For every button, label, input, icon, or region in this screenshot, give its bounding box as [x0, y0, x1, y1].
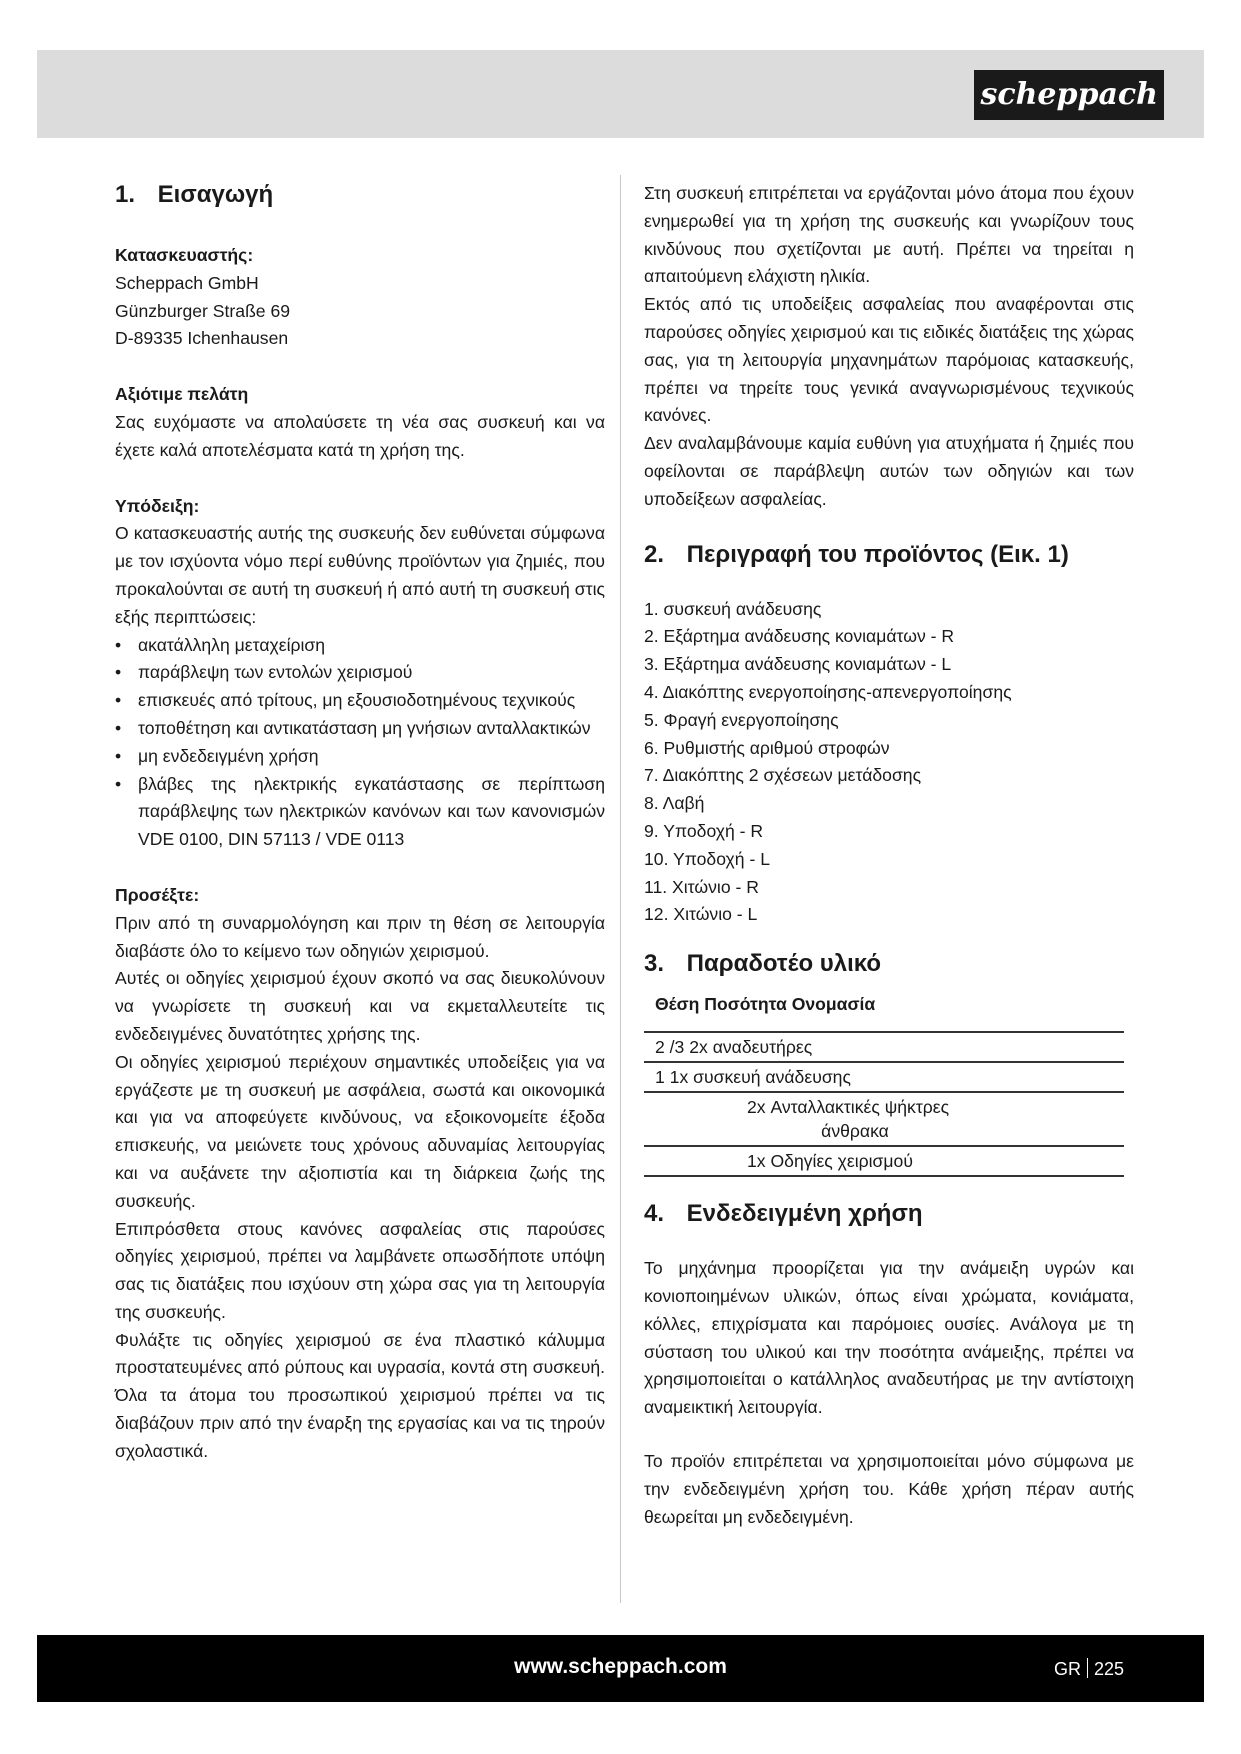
table-cell: άνθρακα [821, 1121, 889, 1142]
note-text: Ο κατασκευαστής αυτής της συσκευής δεν ευθύνεται σύμφωνα με τον ισχύοντα νόμο περί ευθύνης προϊόντων για ζημιές, που προκαλούνται σε αυτή τη συσκευή ή από αυτή τη συσκευή στις εξής περιπτώσεις: [115, 523, 605, 627]
intro-paragraph: Δεν αναλαμβάνουμε καμία ευθύνη για ατυχήματα ή ζημιές που οφείλονται σε παράβλεψη αυτών των οδηγιών και των υποδείξεων ασφαλείας. [644, 433, 1134, 509]
delivery-table [644, 991, 1124, 1177]
website-link[interactable]: www.scheppach.com [514, 1655, 727, 1678]
intro-paragraph: Στη συσκευή επιτρέπεται να εργάζονται μόνο άτομα που έχουν ενημερωθεί για τη χρήση της συσκευής και γνωρίζουν τους κινδύνους που σχετίζονται με αυτή. Πρέπει να τηρείται η απαιτούμενη ελάχιστη ηλικία. [644, 183, 1134, 287]
list-item: • βλάβες της ηλεκτρικής εγκατάστασης σε περίπτωση παράβλεψης των ηλεκτρικών κανόνων και των κανονισμών VDE 0100, DIN 57113 / VDE 0113 [115, 771, 605, 854]
scheppach-logo: scheppach [974, 70, 1164, 120]
language-code: GR [1053, 1659, 1081, 1679]
section-2-heading: 2. Περιγραφή του προϊόντος (Εικ. 1) [644, 540, 1069, 568]
attention-paragraph: Πριν από τη συναρμολόγηση και πριν τη θέση σε λειτουργία διαβάστε όλο το κείμενο των οδηγιών χειρισμού. [115, 912, 605, 961]
list-item: • τοποθέτηση και αντικατάσταση μη γνήσιων ανταλλακτικών [115, 715, 605, 743]
intro-paragraph: Εκτός από τις υποδείξεις ασφαλείας που αναφέρονται στις παρούσες οδηγίες χειρισμού και τις ειδικές διατάξεις της χώρας σας, για τη λειτουργία μηχανημάτων παρόμοιας κατασκευής, πρέπει να τηρείτε τους γενικά αναγνωρισμένους τεχνικούς κανόνες. [644, 294, 1134, 426]
list-item: • επισκευές από τρίτους, μη εξουσιοδοτημένους τεχνικούς [115, 687, 605, 715]
list-item: 7. Διακόπτης 2 σχέσεων μετάδοσης [644, 765, 922, 786]
table-header: Θέση Ποσότητα Ονομασία [644, 991, 1124, 1033]
left-column [115, 180, 605, 1466]
list-item: 3. Εξάρτημα ανάδευσης κονιαμάτων - L [644, 654, 952, 675]
table-row [644, 1093, 1124, 1147]
liability-bullet-list [115, 632, 605, 854]
customer-text: Σας ευχόμαστε να απολαύσετε τη νέα σας συσκευή και να έχετε καλά αποτελέσματα κατά τη χρήση της. [115, 411, 605, 460]
note-label: Υπόδειξη: [115, 495, 200, 516]
manufacturer-line: Scheppach GmbH [115, 272, 259, 293]
section-4-heading: 4. Ενδεδειγμένη χρήση [644, 1200, 923, 1228]
list-item: 10. Υποδοχή - L [644, 848, 770, 869]
attention-paragraph: Αυτές οι οδηγίες χειρισμού έχουν σκοπό να σας διευκολύνουν να γνωρίσετε τη συσκευή και να εκμεταλλευτείτε τις ενδεδειγμένες δυνατότητες χρήσης της. [115, 968, 605, 1044]
list-item: 5. Φραγή ενεργοποίησης [644, 709, 839, 730]
footer-bar [37, 1635, 1204, 1702]
table-row: 1 1x συσκευή ανάδευσης [644, 1063, 1124, 1093]
manufacturer-line: D-89335 Ichenhausen [115, 328, 289, 349]
list-item: • παράβλεψη των εντολών χειρισμού [115, 659, 605, 687]
list-item: 2. Εξάρτημα ανάδευσης κονιαμάτων - R [644, 626, 955, 647]
attention-paragraph: Φυλάξτε τις οδηγίες χειρισμού σε ένα πλαστικό κάλυμμα προστατευμένες από ρύπους και υγρασία, κοντά στη συσκευή. Όλα τα άτομα του προσωπικού χειρισμού πρέπει να τις διαβάζουν πριν από την έναρξη της εργασίας και να τις τηρούν σχολαστικά. [115, 1329, 605, 1461]
attention-paragraph: Επιπρόσθετα στους κανόνες ασφαλείας στις παρούσες οδηγίες χειρισμού, πρέπει να λαμβάνετε οπωσδήποτε υπόψη σας τις διατάξεις που ισχύουν στη χώρα σας για τη λειτουργία της συσκευής. [115, 1218, 605, 1322]
header-bar [37, 50, 1204, 138]
attention-label: Προσέξτε: [115, 884, 200, 905]
manufacturer-line: Günzburger Straße 69 [115, 300, 291, 321]
section-1-heading: 1. Εισαγωγή [115, 181, 274, 208]
list-item: 1. συσκευή ανάδευσης [644, 598, 822, 619]
list-item: 4. Διακόπτης ενεργοποίησης-απενεργοποίησης [644, 681, 1012, 702]
list-item: 6. Ρυθμιστής αριθμού στροφών [644, 737, 890, 758]
customer-label: Αξιότιμε πελάτη [115, 384, 249, 405]
table-row [644, 1147, 1124, 1177]
list-item: 9. Υποδοχή - R [644, 820, 764, 841]
manufacturer-label: Κατασκευαστής: [115, 245, 254, 265]
page-indicator [1054, 1635, 1124, 1703]
attention-paragraph: Οι οδηγίες χειρισμού περιέχουν σημαντικές υποδείξεις για να εργάζεστε με τη συσκευή με ασφάλεια, σωστά και οικονομικά και για να αποφεύγετε κινδύνους, να εξοικονομείτε έξοδα επισκευής, να μειώνετε τους χρόνους αδυναμίας λειτουργίας και να αυξάνετε την αξιοπιστία και τη διάρκεια ζωής της συσκευής. [115, 1051, 605, 1211]
section-3-heading: 3. Παραδοτέο υλικό [644, 950, 882, 978]
table-cell: 2x Ανταλλακτικές ψήκτρες [747, 1097, 950, 1118]
column-divider [620, 175, 621, 1603]
intended-use-paragraph: Το μηχάνημα προορίζεται για την ανάμειξη υγρών και κονιοποιημένων υλικών, όπως είναι χρώματα, κονιάματα, κόλλες, επιχρίσματα και παρόμοιες ουσίες. Ανάλογα με τη σύσταση του υλικού και την ποσότητα ανάμειξης, πρέπει να χρησιμοποιείται ο κατάλληλος αναδευτήρας με την αντίστοιχη αναμεικτική λειτουργία. [644, 1258, 1134, 1418]
table-cell: 1x Οδηγίες χειρισμού [747, 1151, 913, 1172]
parts-list [644, 596, 1134, 930]
list-item: 8. Λαβή [644, 793, 705, 814]
list-item: 11. Χιτώνιο - R [644, 876, 759, 897]
right-column [644, 180, 1134, 1531]
list-item: • ακατάλληλη μεταχείριση [115, 632, 605, 660]
intended-use-paragraph: Το προϊόν επιτρέπεται να χρησιμοποιείται μόνο σύμφωνα με την ενδεδειγμένη χρήση του. Κάθε χρήση πέραν αυτής θεωρείται μη ενδεδειγμένη. [644, 1450, 1134, 1527]
page-number: 225 [1093, 1659, 1124, 1679]
list-item: • μη ενδεδειγμένη χρήση [115, 743, 605, 771]
list-item: 12. Χιτώνιο - L [644, 904, 758, 925]
table-row: 2 /3 2x αναδευτήρες [644, 1033, 1124, 1063]
